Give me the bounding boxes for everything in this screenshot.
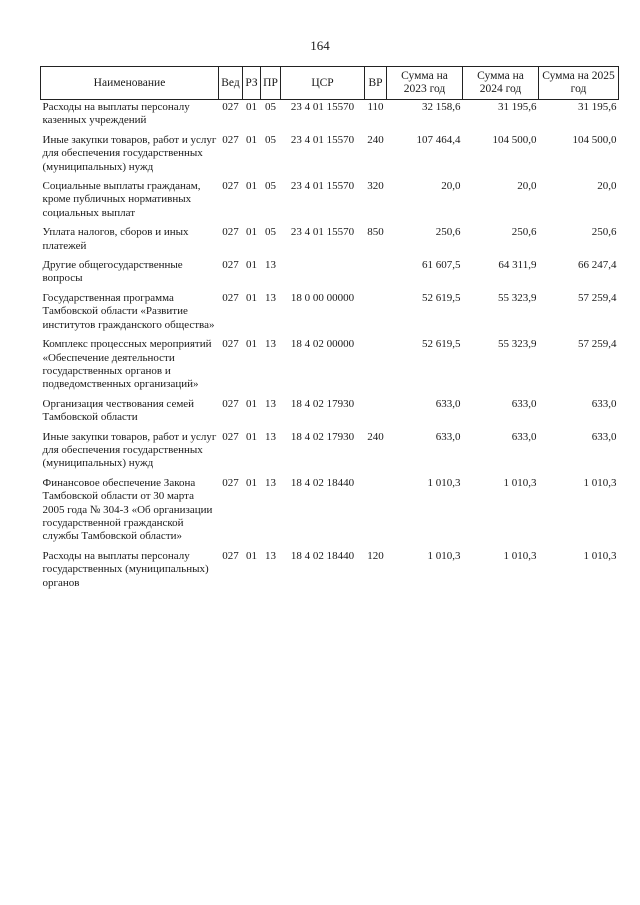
header-name: Наименование	[41, 67, 219, 100]
row-name: Комплекс процессных мероприятий «Обеспечение деятельности государственных органов и подведомственных организаций»	[42, 338, 212, 391]
row-rz: 01	[246, 133, 257, 146]
row-csr: 23 4 01 15570	[290, 226, 355, 239]
table-row	[41, 133, 619, 179]
row-vr: 850	[367, 226, 384, 239]
row-csr: 23 4 01 15570	[290, 133, 355, 146]
row-csr	[281, 258, 365, 291]
row-csr: 18 4 02 17930	[290, 397, 355, 410]
row-pr: 13	[265, 476, 276, 489]
row-vr: 240	[367, 430, 384, 443]
row-vr	[365, 397, 387, 430]
row-csr: 18 4 02 18440	[290, 476, 355, 489]
row-sum-2023: 1 010,3	[427, 476, 461, 489]
row-rz: 01	[246, 259, 257, 272]
row-sum-2025: 31 195,6	[578, 101, 617, 113]
table-row	[41, 179, 619, 225]
row-sum-2024: 55 323,9	[498, 338, 537, 351]
table-row	[41, 397, 619, 430]
row-sum-2025: 57 259,4	[578, 338, 617, 351]
row-name: Организация чествования семей Тамбовской области	[42, 397, 195, 424]
row-ved: 027	[222, 259, 239, 272]
row-sum-2024: 31 195,6	[498, 101, 537, 113]
row-name: Расходы на выплаты персоналу казенных учреждений	[42, 101, 190, 127]
row-vr	[365, 337, 387, 397]
row-sum-2024: 250,6	[511, 226, 537, 239]
row-pr: 05	[265, 180, 276, 193]
row-vr: 240	[367, 133, 384, 146]
row-sum-2024: 633,0	[511, 397, 537, 410]
row-vr: 110	[367, 101, 384, 113]
budget-table	[40, 66, 619, 595]
row-name: Финансовое обеспечение Закона Тамбовской области от 30 марта 2005 года № 304-З «Об организации государственной гражданской службы Тамбовской области»	[42, 476, 213, 543]
row-ved: 027	[222, 226, 239, 239]
row-name: Иные закупки товаров, работ и услуг для обеспечения государственных (муниципальных) нужд	[42, 430, 217, 470]
table-row	[41, 337, 619, 397]
header-rz: РЗ	[243, 67, 261, 100]
row-sum-2025: 104 500,0	[572, 133, 617, 146]
row-sum-2025: 20,0	[597, 180, 617, 193]
row-vr: 120	[367, 549, 384, 562]
row-sum-2024: 1 010,3	[503, 476, 537, 489]
row-csr: 18 0 00 00000	[290, 291, 355, 304]
row-sum-2023: 52 619,5	[422, 338, 461, 351]
row-vr: 320	[367, 180, 384, 193]
row-pr: 05	[265, 101, 276, 113]
row-sum-2025: 250,6	[591, 226, 617, 239]
row-ved: 027	[222, 549, 239, 562]
table-row	[41, 291, 619, 337]
table-row	[41, 225, 619, 258]
row-csr: 18 4 02 18440	[290, 549, 355, 562]
row-sum-2024: 20,0	[517, 180, 537, 193]
row-sum-2024: 55 323,9	[498, 291, 537, 304]
row-sum-2024: 64 311,9	[498, 259, 537, 272]
row-rz: 01	[246, 101, 257, 113]
row-ved: 027	[222, 430, 239, 443]
row-pr: 13	[265, 397, 276, 410]
row-rz: 01	[246, 180, 257, 193]
header-csr: ЦСР	[281, 67, 365, 100]
row-sum-2025: 633,0	[591, 397, 617, 410]
row-sum-2025: 633,0	[591, 430, 617, 443]
row-sum-2023: 107 464,4	[416, 133, 461, 146]
row-vr	[365, 291, 387, 337]
row-pr: 05	[265, 226, 276, 239]
row-ved: 027	[222, 338, 239, 351]
row-sum-2025: 66 247,4	[578, 259, 617, 272]
row-ved: 027	[222, 180, 239, 193]
header-sum-2023: Сумма на 2023 год	[387, 67, 463, 100]
table-row	[41, 430, 619, 476]
row-csr: 18 4 02 17930	[290, 430, 355, 443]
header-sum-2024: Сумма на 2024 год	[463, 67, 539, 100]
row-rz: 01	[246, 476, 257, 489]
row-ved: 027	[222, 397, 239, 410]
row-pr: 05	[265, 133, 276, 146]
row-pr: 13	[265, 338, 276, 351]
row-sum-2023: 250,6	[435, 226, 461, 239]
row-name: Иные закупки товаров, работ и услуг для обеспечения государственных (муниципальных) нужд	[42, 133, 217, 173]
row-sum-2023: 633,0	[435, 397, 461, 410]
row-sum-2023: 1 010,3	[427, 549, 461, 562]
row-name: Другие общегосударственные вопросы	[42, 259, 183, 285]
table-row	[41, 549, 619, 595]
table-row	[41, 100, 619, 133]
row-sum-2024: 633,0	[511, 430, 537, 443]
row-pr: 13	[265, 291, 276, 304]
header-sum-2025: Сумма на 2025 год	[539, 67, 619, 100]
row-rz: 01	[246, 397, 257, 410]
row-csr: 23 4 01 15570	[290, 180, 355, 193]
row-sum-2023: 20,0	[441, 180, 461, 193]
row-ved: 027	[222, 291, 239, 304]
row-pr: 13	[265, 259, 276, 272]
row-sum-2023: 61 607,5	[422, 259, 461, 272]
row-ved: 027	[222, 133, 239, 146]
row-sum-2023: 52 619,5	[422, 291, 461, 304]
table-row	[41, 258, 619, 291]
row-rz: 01	[246, 338, 257, 351]
row-rz: 01	[246, 291, 257, 304]
row-pr: 13	[265, 430, 276, 443]
row-sum-2025: 1 010,3	[583, 549, 617, 562]
row-name: Расходы на выплаты персоналу государственных (муниципальных) органов	[42, 549, 209, 589]
row-ved: 027	[222, 101, 239, 113]
row-sum-2023: 633,0	[435, 430, 461, 443]
row-vr	[365, 476, 387, 549]
row-name: Государственная программа Тамбовской области «Развитие институтов гражданского общества»	[42, 291, 215, 331]
row-csr: 18 4 02 00000	[290, 338, 355, 351]
row-pr: 13	[265, 549, 276, 562]
row-sum-2025: 1 010,3	[583, 476, 617, 489]
row-ved: 027	[222, 476, 239, 489]
row-name: Уплата налогов, сборов и иных платежей	[42, 226, 189, 252]
row-sum-2024: 1 010,3	[503, 549, 537, 562]
row-csr: 23 4 01 15570	[290, 101, 355, 113]
row-vr	[365, 258, 387, 291]
header-ved: Вед	[219, 67, 243, 100]
row-sum-2023: 32 158,6	[422, 101, 461, 113]
header-pr: ПР	[261, 67, 281, 100]
table-header-row	[41, 67, 619, 100]
page-number: 164	[310, 38, 330, 53]
row-rz: 01	[246, 430, 257, 443]
row-sum-2025: 57 259,4	[578, 291, 617, 304]
row-name: Социальные выплаты гражданам, кроме публичных нормативных социальных выплат	[42, 180, 201, 219]
table-row	[41, 476, 619, 549]
row-rz: 01	[246, 226, 257, 239]
row-rz: 01	[246, 549, 257, 562]
header-vr: ВР	[365, 67, 387, 100]
row-sum-2024: 104 500,0	[492, 133, 537, 146]
